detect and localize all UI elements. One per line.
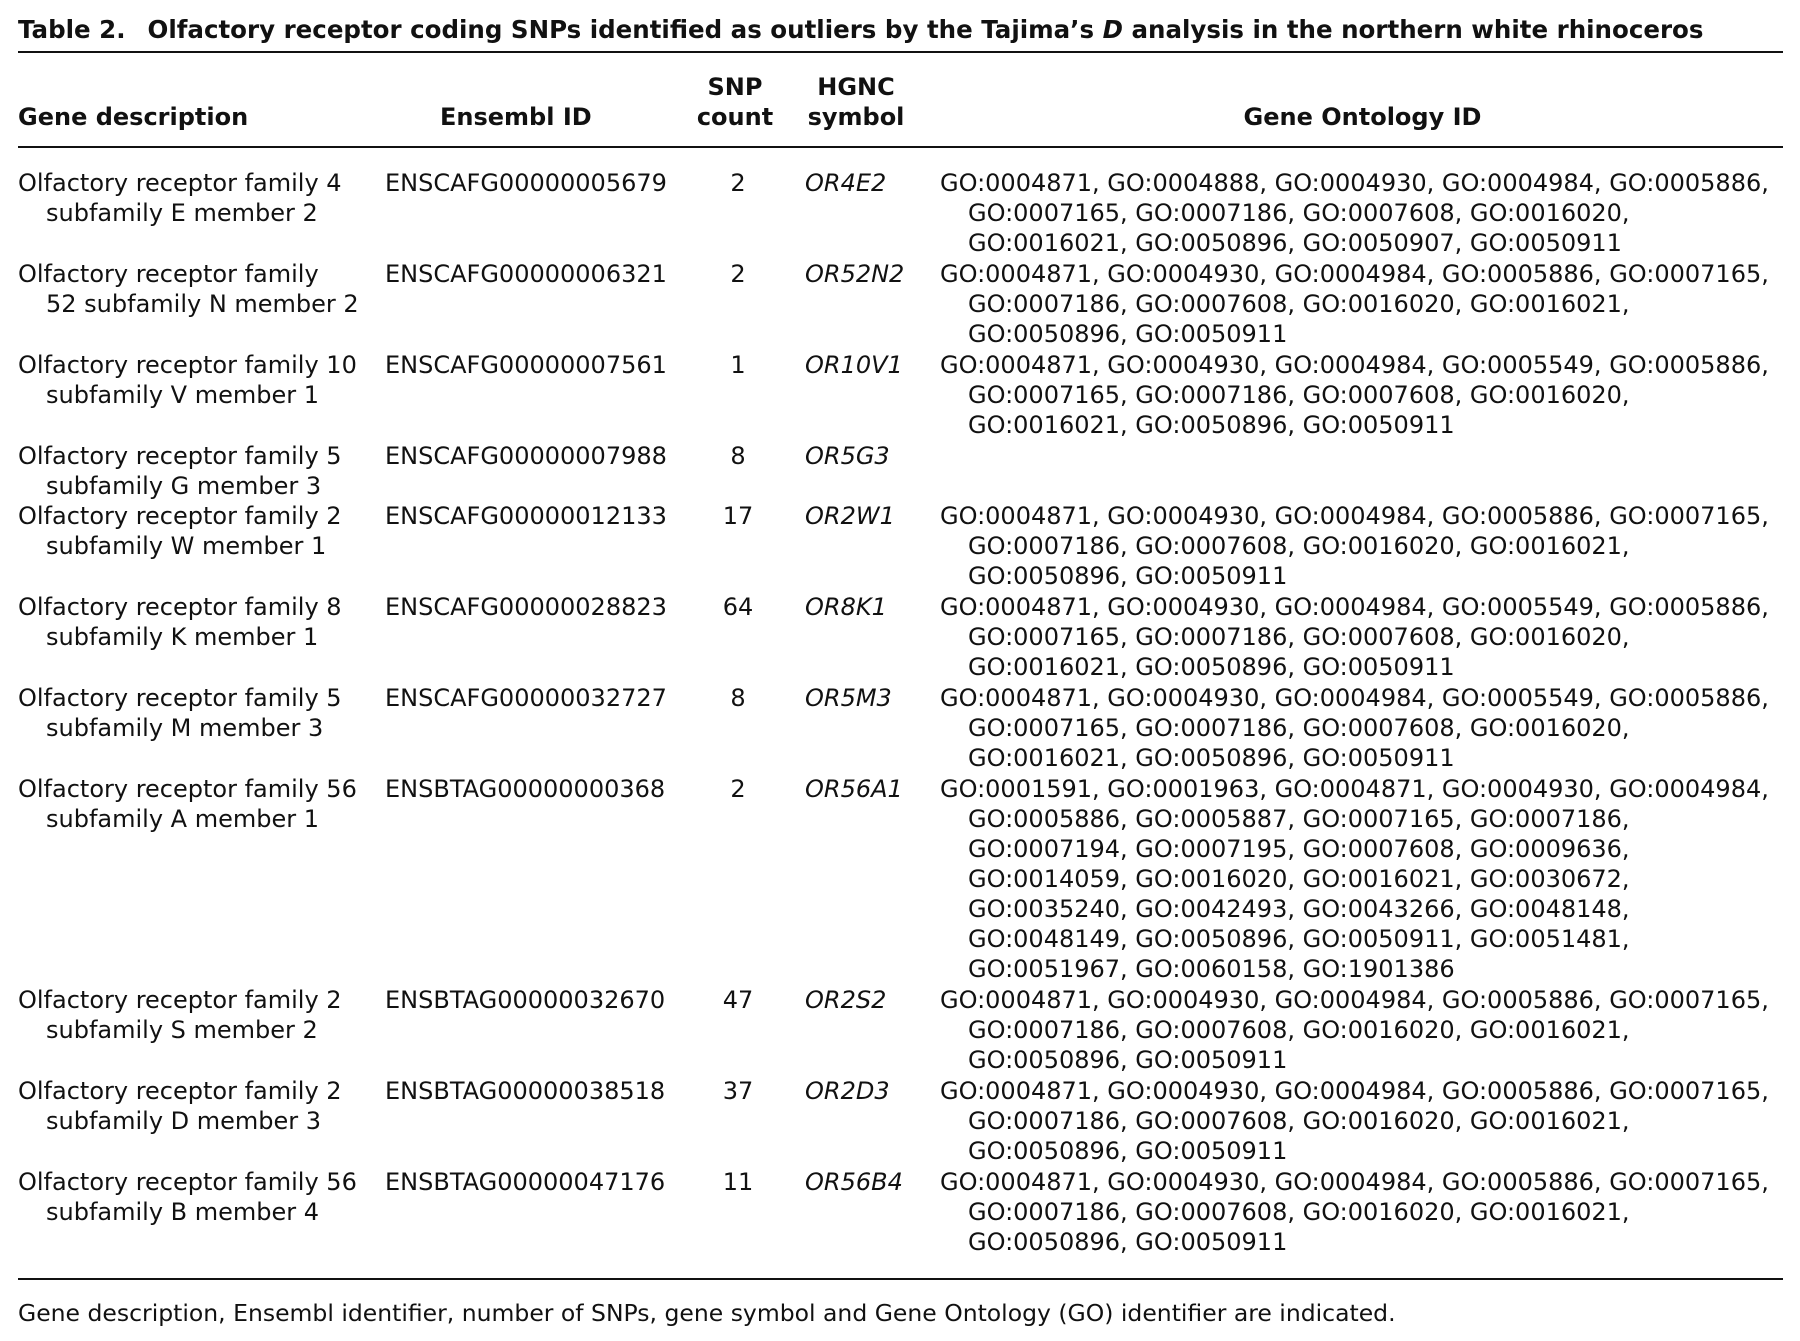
go-id-line: GO:0016021, GO:0050896, GO:0050911: [968, 744, 1455, 772]
gene-ontology-cell: [940, 1167, 1790, 1257]
snp-count-cell: 47: [722, 986, 754, 1014]
gene-description-line1: Olfactory receptor family 10: [18, 351, 357, 379]
gene-description-line1: Olfactory receptor family 5: [18, 442, 342, 470]
hgnc-symbol-cell: OR56B4: [805, 1168, 903, 1196]
go-id-line: GO:0007165, GO:0007186, GO:0007608, GO:0016020,: [968, 623, 1630, 651]
gene-description-cell: [18, 441, 398, 501]
ensembl-id-cell: ENSBTAG00000000368: [385, 775, 666, 803]
snp-count-cell: 8: [730, 684, 746, 712]
go-id-line: GO:0004871, GO:0004888, GO:0004930, GO:0004984, GO:0005886,: [940, 169, 1769, 197]
header-snp-line2: count: [696, 103, 774, 131]
go-id-line: GO:0007186, GO:0007608, GO:0016020, GO:0016021,: [968, 1107, 1630, 1135]
ensembl-id-cell: ENSBTAG00000032670: [385, 986, 666, 1014]
gene-description-line1: Olfactory receptor family 2: [18, 986, 342, 1014]
header-hgnc-symbol: [796, 72, 916, 132]
gene-description-line2: subfamily V member 1: [46, 381, 319, 409]
go-id-line: GO:0016021, GO:0050896, GO:0050907, GO:0050911: [968, 229, 1622, 257]
gene-ontology-cell: [940, 592, 1790, 682]
snp-count-cell: 37: [722, 1077, 754, 1105]
gene-description-cell: [18, 350, 398, 410]
go-id-line: GO:0050896, GO:0050911: [968, 320, 1288, 348]
gene-ontology-cell: [940, 350, 1790, 440]
hgnc-symbol-cell: OR2S2: [805, 986, 887, 1014]
title-post: analysis in the northern white rhinoceros: [1122, 15, 1704, 44]
header-gene-ontology-id: Gene Ontology ID: [1243, 103, 1482, 131]
gene-description-line2: subfamily G member 3: [46, 472, 322, 500]
go-id-line: GO:0048149, GO:0050896, GO:0050911, GO:0051481,: [968, 925, 1630, 953]
gene-description-line2: 52 subfamily N member 2: [46, 290, 359, 318]
gene-ontology-cell: [940, 259, 1790, 349]
header-snp-line1: SNP: [707, 73, 763, 101]
table-title: [148, 15, 1704, 44]
go-id-line: GO:0050896, GO:0050911: [968, 562, 1288, 590]
table-caption: [18, 12, 1783, 48]
snp-count-cell: 2: [730, 775, 746, 803]
go-id-line: GO:0016021, GO:0050896, GO:0050911: [968, 653, 1455, 681]
header-hgnc-line2: symbol: [807, 103, 905, 131]
ensembl-id-cell: ENSBTAG00000047176: [385, 1168, 666, 1196]
ensembl-id-cell: ENSCAFG00000028823: [385, 593, 667, 621]
ensembl-id-cell: ENSCAFG00000006321: [385, 260, 667, 288]
snp-count-cell: 11: [722, 1168, 754, 1196]
top-rule: [18, 51, 1783, 53]
title-italic: D: [1102, 15, 1123, 44]
snp-count-cell: 64: [722, 593, 754, 621]
go-id-line: GO:0004871, GO:0004930, GO:0004984, GO:0005886, GO:0007165,: [940, 260, 1769, 288]
gene-description-line2: subfamily B member 4: [46, 1198, 320, 1226]
go-id-line: GO:0016021, GO:0050896, GO:0050911: [968, 411, 1455, 439]
go-id-line: GO:0007165, GO:0007186, GO:0007608, GO:0016020,: [968, 714, 1630, 742]
gene-ontology-cell: [940, 774, 1790, 984]
snp-count-cell: 2: [730, 169, 746, 197]
go-id-line: GO:0007165, GO:0007186, GO:0007608, GO:0016020,: [968, 199, 1630, 227]
gene-description-line1: Olfactory receptor family 4: [18, 169, 342, 197]
gene-ontology-cell: [940, 501, 1790, 591]
go-id-line: GO:0051967, GO:0060158, GO:1901386: [968, 955, 1455, 983]
go-id-line: GO:0014059, GO:0016020, GO:0016021, GO:0030672,: [968, 865, 1630, 893]
gene-description-line2: subfamily S member 2: [46, 1016, 318, 1044]
go-id-line: GO:0050896, GO:0050911: [968, 1137, 1288, 1165]
go-id-line: GO:0007194, GO:0007195, GO:0007608, GO:0009636,: [968, 835, 1630, 863]
gene-description-cell: [18, 1076, 398, 1136]
gene-description-line2: subfamily E member 2: [46, 199, 318, 227]
hgnc-symbol-cell: OR5M3: [805, 684, 892, 712]
gene-description-line2: subfamily K member 1: [46, 623, 319, 651]
go-id-line: GO:0004871, GO:0004930, GO:0004984, GO:0005549, GO:0005886,: [940, 684, 1769, 712]
gene-description-cell: [18, 592, 398, 652]
header-snp-count: [686, 72, 784, 132]
go-id-line: GO:0050896, GO:0050911: [968, 1228, 1288, 1256]
hgnc-symbol-cell: OR2D3: [805, 1077, 890, 1105]
go-id-line: GO:0007186, GO:0007608, GO:0016020, GO:0016021,: [968, 1016, 1630, 1044]
go-id-line: GO:0004871, GO:0004930, GO:0004984, GO:0005549, GO:0005886,: [940, 351, 1769, 379]
ensembl-id-cell: ENSCAFG00000012133: [385, 502, 667, 530]
snp-count-cell: 17: [722, 502, 754, 530]
snp-count-cell: 2: [730, 260, 746, 288]
table-footnote: Gene description, Ensembl identifier, number of SNPs, gene symbol and Gene Ontology (GO) identifier are indicated.: [18, 1299, 1396, 1327]
hgnc-symbol-cell: OR10V1: [805, 351, 903, 379]
gene-description-cell: [18, 259, 398, 319]
go-id-line: GO:0004871, GO:0004930, GO:0004984, GO:0005886, GO:0007165,: [940, 502, 1769, 530]
table-label: Table 2.: [18, 15, 126, 44]
snp-count-cell: 8: [730, 442, 746, 470]
gene-description-cell: [18, 501, 398, 561]
go-id-line: GO:0007186, GO:0007608, GO:0016020, GO:0016021,: [968, 532, 1630, 560]
gene-description-line1: Olfactory receptor family 5: [18, 684, 342, 712]
go-id-line: GO:0004871, GO:0004930, GO:0004984, GO:0005886, GO:0007165,: [940, 1077, 1769, 1105]
go-id-line: GO:0005886, GO:0005887, GO:0007165, GO:0007186,: [968, 805, 1630, 833]
header-hgnc-line1: HGNC: [817, 73, 895, 101]
gene-description-line1: Olfactory receptor family 56: [18, 1168, 357, 1196]
gene-description-line2: subfamily D member 3: [46, 1107, 322, 1135]
go-id-line: GO:0004871, GO:0004930, GO:0004984, GO:0005886, GO:0007165,: [940, 1168, 1769, 1196]
header-ensembl-id: Ensembl ID: [440, 103, 592, 131]
gene-description-line1: Olfactory receptor family 8: [18, 593, 342, 621]
title-pre: Olfactory receptor coding SNPs identified as outliers by the Tajima’s: [147, 15, 1103, 44]
ensembl-id-cell: ENSCAFG00000007988: [385, 442, 667, 470]
gene-description-cell: [18, 168, 398, 228]
gene-description-cell: [18, 683, 398, 743]
go-id-line: GO:0007186, GO:0007608, GO:0016020, GO:0016021,: [968, 290, 1630, 318]
gene-description-line1: Olfactory receptor family 56: [18, 775, 357, 803]
hgnc-symbol-cell: OR56A1: [805, 775, 903, 803]
hgnc-symbol-cell: OR52N2: [805, 260, 905, 288]
gene-description-line2: subfamily A member 1: [46, 805, 319, 833]
ensembl-id-cell: ENSCAFG00000032727: [385, 684, 667, 712]
go-id-line: GO:0007186, GO:0007608, GO:0016020, GO:0016021,: [968, 1198, 1630, 1226]
go-id-line: GO:0007165, GO:0007186, GO:0007608, GO:0016020,: [968, 381, 1630, 409]
snp-count-cell: 1: [730, 351, 746, 379]
go-id-line: GO:0001591, GO:0001963, GO:0004871, GO:0004930, GO:0004984,: [940, 775, 1769, 803]
gene-ontology-cell: [940, 168, 1790, 258]
gene-ontology-cell: [940, 1076, 1790, 1166]
ensembl-id-cell: ENSCAFG00000005679: [385, 169, 667, 197]
gene-description-line1: Olfactory receptor family: [18, 260, 319, 288]
go-id-line: GO:0035240, GO:0042493, GO:0043266, GO:0048148,: [968, 895, 1630, 923]
ensembl-id-cell: ENSBTAG00000038518: [385, 1077, 666, 1105]
gene-description-line2: subfamily W member 1: [46, 532, 327, 560]
hgnc-symbol-cell: OR5G3: [805, 442, 890, 470]
go-id-line: GO:0050896, GO:0050911: [968, 1046, 1288, 1074]
gene-description-cell: [18, 985, 398, 1045]
go-id-line: GO:0004871, GO:0004930, GO:0004984, GO:0005549, GO:0005886,: [940, 593, 1769, 621]
gene-description-line2: subfamily M member 3: [46, 714, 324, 742]
gene-ontology-cell: [940, 683, 1790, 773]
header-rule: [18, 146, 1783, 148]
header-gene-description: Gene description: [18, 103, 249, 131]
hgnc-symbol-cell: OR8K1: [805, 593, 887, 621]
gene-description-line1: Olfactory receptor family 2: [18, 502, 342, 530]
gene-description-line1: Olfactory receptor family 2: [18, 1077, 342, 1105]
gene-description-cell: [18, 774, 398, 834]
ensembl-id-cell: ENSCAFG00000007561: [385, 351, 667, 379]
hgnc-symbol-cell: OR2W1: [805, 502, 895, 530]
hgnc-symbol-cell: OR4E2: [805, 169, 887, 197]
bottom-rule: [18, 1278, 1783, 1280]
go-id-line: GO:0004871, GO:0004930, GO:0004984, GO:0005886, GO:0007165,: [940, 986, 1769, 1014]
gene-ontology-cell: [940, 985, 1790, 1075]
gene-description-cell: [18, 1167, 398, 1227]
